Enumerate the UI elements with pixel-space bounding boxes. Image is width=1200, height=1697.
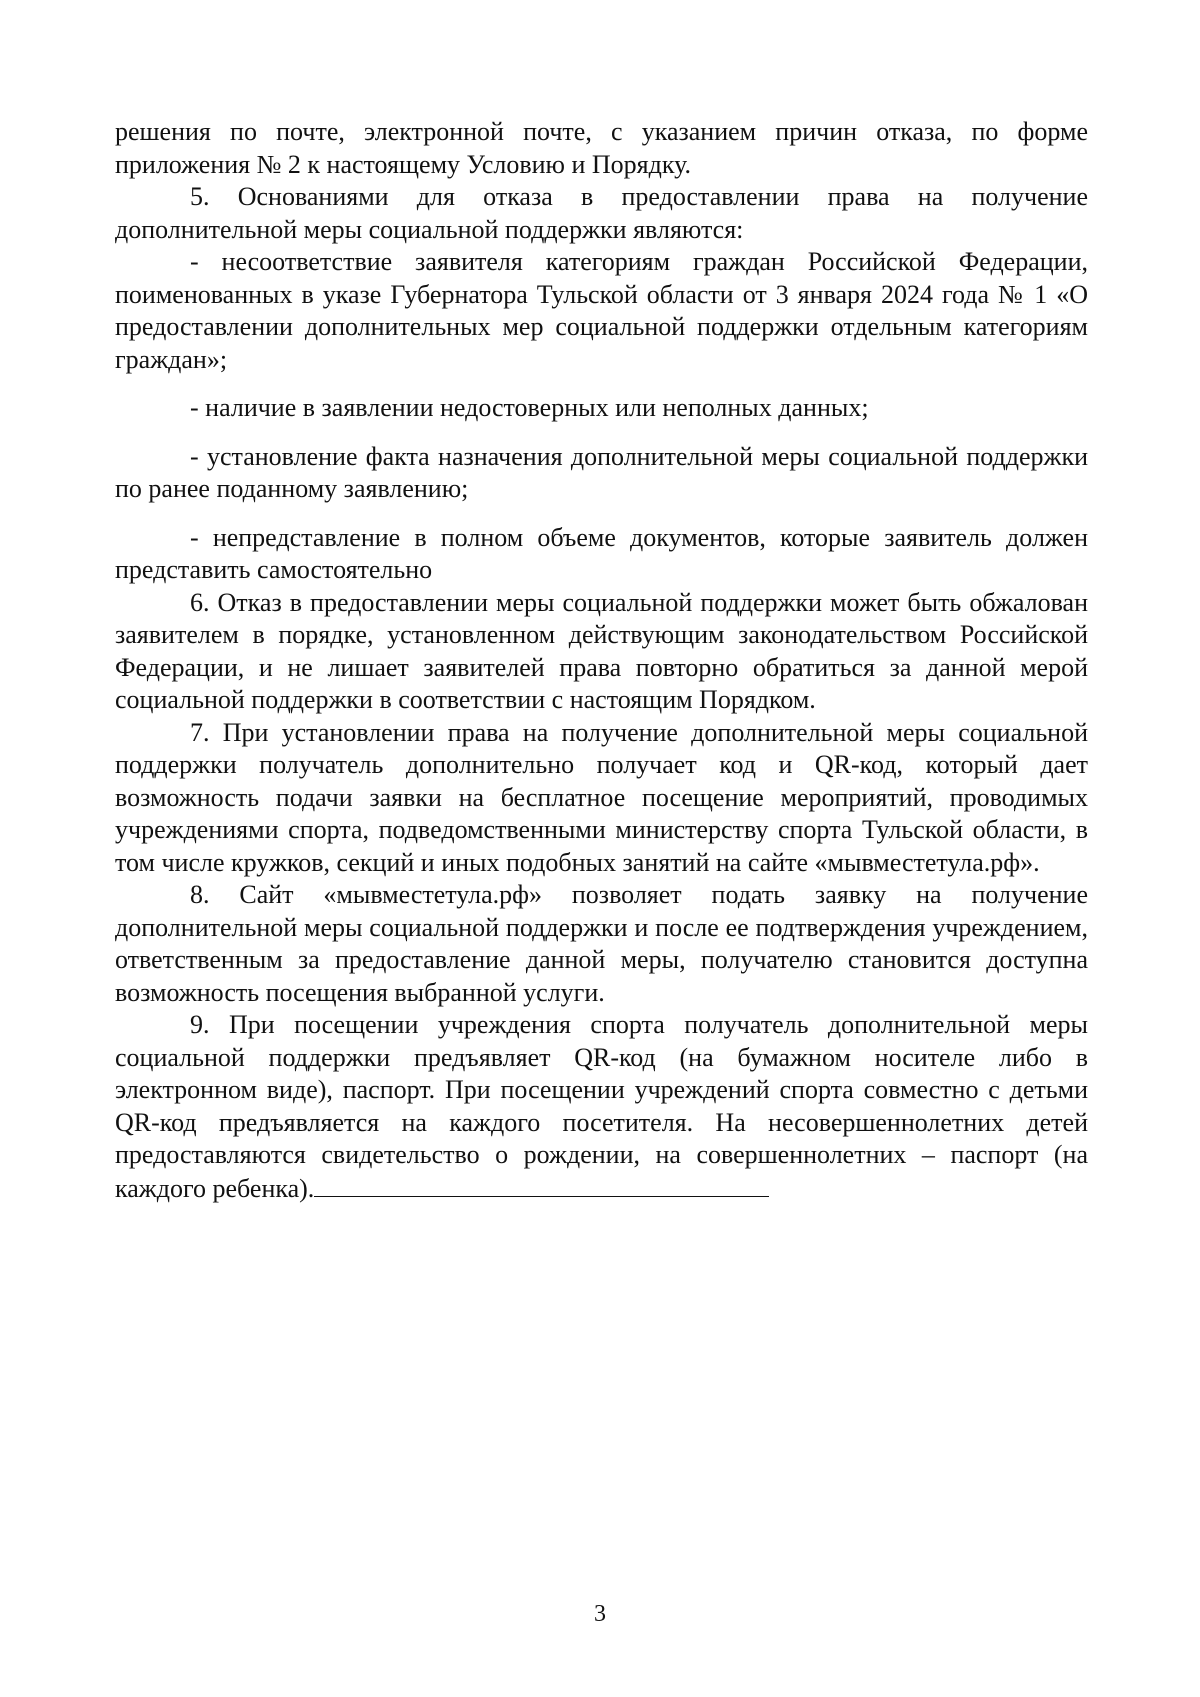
- paragraph-item-9: [115, 1009, 1088, 1205]
- list-item-missing-documents: - непредставление в полном объеме документов, которые заявитель должен представить самостоятельно: [115, 522, 1088, 584]
- list-item-already-assigned: - установление факта назначения дополнительной меры социальной поддержки по ранее поданному заявлению;: [115, 441, 1088, 503]
- paragraph-item-5: 5. Основаниями для отказа в предоставлении права на получение дополнительной меры социальной поддержки являются:: [115, 182, 1088, 244]
- paragraph-item-7: 7. При установлении права на получение дополнительной меры социальной поддержки получатель дополнительно получает код и QR-код, который дает возможность подачи заявки на бесплатное посещение мероприятий, проводимых учреждениями спорта, подведомственными министерству спорта Тульской области, в том числе кружков, секций и иных подобных занятий на сайте «мывместетула.рф».: [115, 717, 1088, 877]
- page-number: 3: [594, 1601, 606, 1627]
- document-page: [115, 116, 1088, 1205]
- end-rule-line: [314, 1172, 769, 1197]
- paragraph-item-8: 8. Сайт «мывместетула.рф» позволяет подать заявку на получение дополнительной меры социальной поддержки и после ее подтверждения учреждением, ответственным за предоставление данной меры, получателю становится доступна возможность посещения выбранной услуги.: [115, 880, 1088, 1007]
- paragraph-item-9-text: 9. При посещении учреждения спорта получатель дополнительной меры социальной поддержки предъявляет QR-код (на бумажном носителе либо в электронном виде), паспорт. При посещении учреждений спорта совместно с детьми QR-код предъявляется на каждого посетителя. На несовершеннолетних детей предоставляются свидетельство о рождении, на совершеннолетних – паспорт (на каждого ребенка).: [115, 1010, 1088, 1203]
- list-item-category-mismatch: - несоответствие заявителя категориям граждан Российской Федерации, поименованных в указе Губернатора Тульской области от 3 января 2024 года № 1 «О предоставлении дополнительных мер социальной поддержки отдельным категориям граждан»;: [115, 247, 1088, 374]
- paragraph-continuation: решения по почте, электронной почте, с указанием причин отказа, по форме приложения № 2 к настоящему Условию и Порядку.: [115, 117, 1088, 179]
- list-item-invalid-data: - наличие в заявлении недостоверных или неполных данных;: [190, 393, 869, 422]
- paragraph-item-6: 6. Отказ в предоставлении меры социальной поддержки может быть обжалован заявителем в порядке, установленном действующим законодательством Российской Федерации, и не лишает заявителей права повторно обратиться за данной мерой социальной поддержки в соответствии с настоящим Порядком.: [115, 587, 1088, 714]
